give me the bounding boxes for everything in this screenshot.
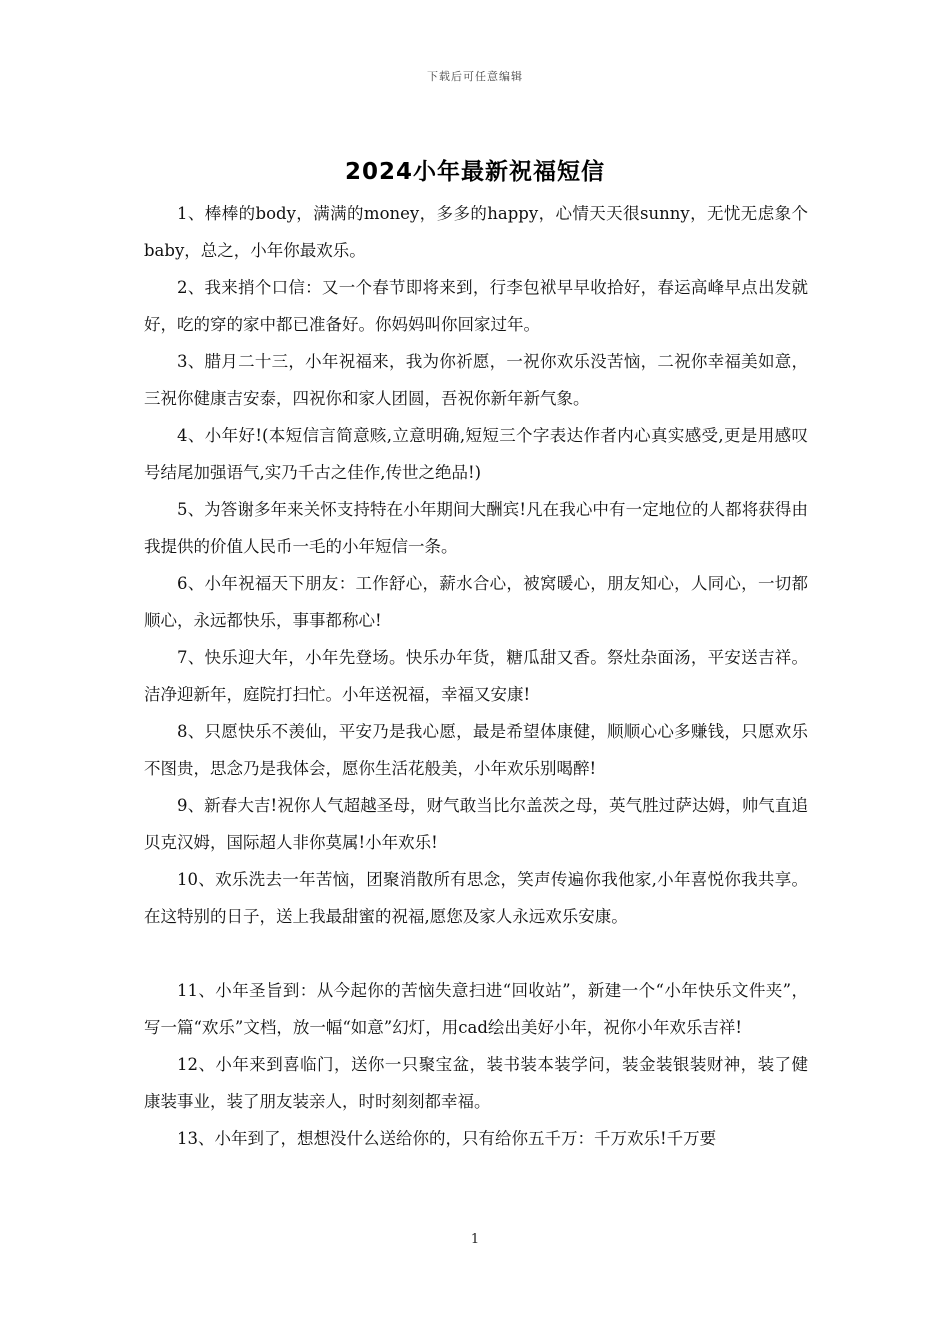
- document-body: [144, 195, 808, 1157]
- paragraph-3: 3、腊月二十三，小年祝福来，我为你祈愿，一祝你欢乐没苦恼，二祝你幸福美如意，三祝你健康吉安泰，四祝你和家人团圆，吾祝你新年新气象。: [144, 352, 808, 408]
- paragraph-13: 13、小年到了，想想没什么送给你的，只有给你五千万：千万欢乐!千万要: [177, 1129, 717, 1148]
- paragraph-10: 10、欢乐洗去一年苦恼，团聚消散所有思念，笑声传遍你我他家,小年喜悦你我共享。在这特别的日子，送上我最甜蜜的祝福,愿您及家人永远欢乐安康。: [144, 870, 808, 926]
- page-number: 1: [470, 1232, 480, 1247]
- paragraph-2: 2、我来捎个口信：又一个春节即将来到，行李包袱早早收拾好，春运高峰早点出发就好，吃的穿的家中都已准备好。你妈妈叫你回家过年。: [144, 278, 808, 334]
- paragraph-11: 11、小年圣旨到：从今起你的苦恼失意扫进“回收站”，新建一个“小年快乐文件夹”，写一篇“欢乐”文档，放一幅“如意”幻灯，用cad绘出美好小年，祝你小年欢乐吉祥!: [144, 981, 808, 1037]
- paragraph-9: 9、新春大吉!祝你人气超越圣母，财气敢当比尔盖茨之母，英气胜过萨达姆，帅气直追贝克汉姆，国际超人非你莫属!小年欢乐!: [144, 796, 808, 852]
- paragraph-12: 12、小年来到喜临门，送你一只聚宝盆，装书装本装学问，装金装银装财神，装了健康装事业，装了朋友装亲人，时时刻刻都幸福。: [144, 1055, 808, 1111]
- paragraph-8: 8、只愿快乐不羡仙，平安乃是我心愿，最是希望体康健，顺顺心心多赚钱，只愿欢乐不图贵，思念乃是我体会，愿你生活花般美，小年欢乐别喝醉!: [144, 722, 808, 778]
- header-note: 下载后可任意编辑: [427, 70, 523, 83]
- paragraph-1: 1、棒棒的body，满满的money，多多的happy，心情天天很sunny，无忧无虑象个baby，总之，小年你最欢乐。: [144, 204, 808, 260]
- paragraph-4: 4、小年好!(本短信言简意赅,立意明确,短短三个字表达作者内心真实感受,更是用感叹号结尾加强语气,实乃千古之佳作,传世之绝品!): [144, 426, 808, 482]
- paragraph-7: 7、快乐迎大年，小年先登场。快乐办年货，糖瓜甜又香。祭灶杂面汤，平安送吉祥。洁净迎新年，庭院打扫忙。小年送祝福，幸福又安康!: [144, 648, 808, 704]
- paragraph-6: 6、小年祝福天下朋友：工作舒心，薪水合心，被窝暖心，朋友知心，人同心，一切都顺心，永远都快乐，事事都称心!: [144, 574, 808, 630]
- paragraph-5: 5、为答谢多年来关怀支持特在小年期间大酬宾!凡在我心中有一定地位的人都将获得由我提供的价值人民币一毛的小年短信一条。: [144, 500, 808, 556]
- document-title: 2024小年最新祝福短信: [344, 159, 605, 185]
